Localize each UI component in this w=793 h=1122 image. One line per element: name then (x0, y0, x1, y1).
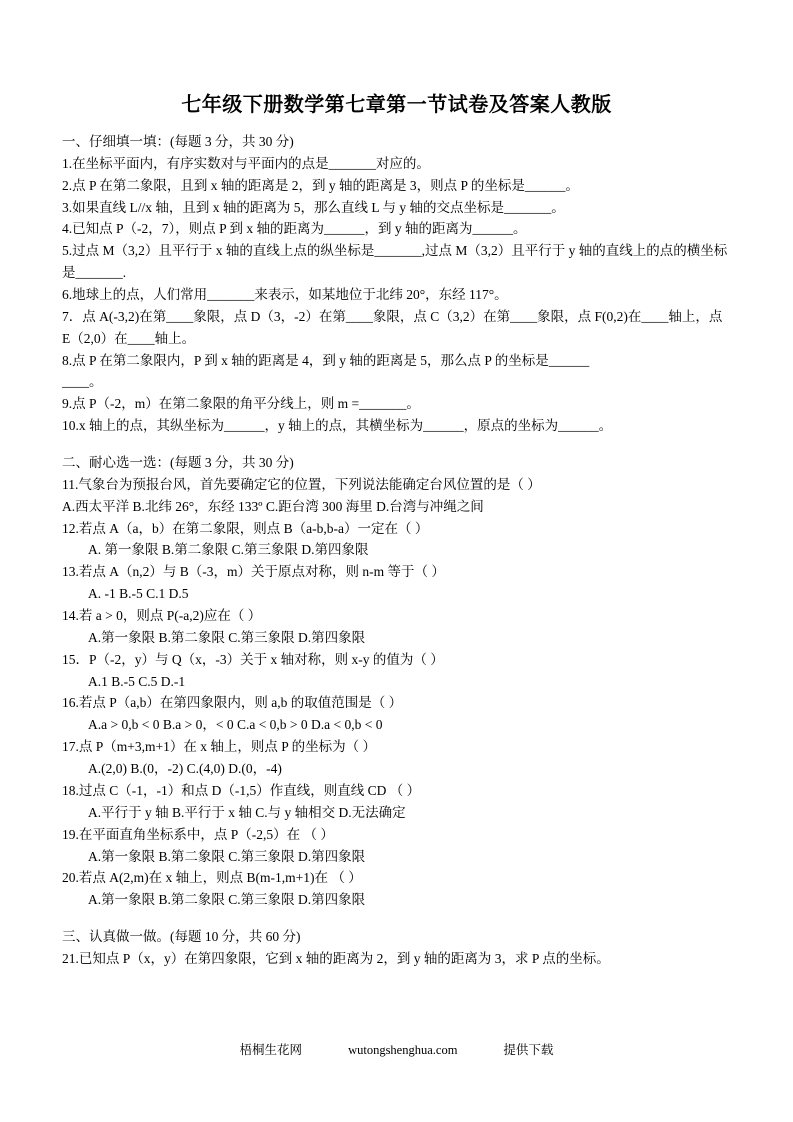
question-11-options: A.西太平洋 B.北纬 26°，东经 133º C.距台湾 300 海里 D.台湾与冲绳之间 (62, 498, 484, 514)
question-13-options: A. -1 B.-5 C.1 D.5 (88, 586, 189, 602)
question-13-stem: 13.若点 A（n,2）与 B（-3，m）关于原点对称，则 n-m 等于（ ） (62, 564, 445, 580)
question-18-options: A.平行于 y 轴 B.平行于 x 轴 C.与 y 轴相交 D.无法确定 (88, 804, 406, 820)
fill-in-item-6: 6.地球上的点，人们常用_______来表示，如某地位于北纬 20°，东经 117°。 (62, 287, 508, 303)
question-15-options: A.1 B.-5 C.5 D.-1 (88, 673, 186, 689)
fill-in-item-8: 8.点 P 在第二象限内，P 到 x 轴的距离是 4，到 y 轴的距离是 5，那么点 P 的坐标是______ (62, 352, 590, 368)
fill-in-item-1: 1.在坐标平面内，有序实数对与平面内的点是_______对应的。 (62, 155, 430, 171)
question-17-options: A.(2,0) B.(0，-2) C.(4,0) D.(0，-4) (88, 761, 282, 777)
fill-in-item-3: 3.如果直线 L//x 轴，且到 x 轴的距离为 5，那么直线 L 与 y 轴的交点坐标是_______。 (62, 199, 565, 215)
fill-in-item-7: 7．点 A(-3,2)在第____象限，点 D（3，-2）在第____象限，点 C（3,2）在第____象限，点 F(0,2)在____轴上，点 E（2,0）在____轴上。 (62, 308, 723, 346)
page-footer (0, 1040, 793, 1058)
question-19-options: A.第一象限 B.第二象限 C.第三象限 D.第四象限 (88, 848, 366, 864)
fill-in-item-9: 9.点 P（-2，m）在第二象限的角平分线上，则 m =_______。 (62, 396, 420, 412)
question-20-stem: 20.若点 A(2,m)在 x 轴上，则点 B(m-1,m+1)在 （ ） (62, 870, 362, 886)
footer-download-label[interactable]: 提供下载 (503, 1043, 554, 1057)
question-14-options: A.第一象限 B.第二象限 C.第三象限 D.第四象限 (88, 629, 366, 645)
question-20-options: A.第一象限 B.第二象限 C.第三象限 D.第四象限 (88, 892, 366, 908)
section-heading-fill-in: 一、仔细填一填：(每题 3 分，共 30 分) (62, 134, 294, 149)
question-16-options: A.a > 0,b < 0 B.a > 0，< 0 C.a < 0,b > 0 D.a < 0,b < 0 (88, 717, 383, 733)
question-18-stem: 18.过点 C（-1，-1）和点 D（-1,5）作直线，则直线 CD （ ） (62, 782, 421, 798)
footer-site-url[interactable]: wutongshenghua.com (348, 1043, 458, 1057)
section-heading-multiple-choice: 二、耐心选一选：(每题 3 分，共 30 分) (62, 455, 294, 471)
section-spacer-1 (62, 437, 731, 452)
section-heading-solve: 三、认真做一做。(每题 10 分，共 60 分) (62, 929, 301, 945)
fill-in-item-8-cont: ____。 (62, 374, 103, 390)
question-12-stem: 12.若点 A（a，b）在第二象限，则点 B（a-b,b-a）一定在（ ） (62, 520, 429, 536)
question-17-stem: 17.点 P（m+3,m+1）在 x 轴上，则点 P 的坐标为（ ） (62, 739, 376, 755)
page-title: 七年级下册数学第七章第一节试卷及答案人教版 (181, 94, 612, 116)
fill-in-item-5: 5.过点 M（3,2）且平行于 x 轴的直线上点的纵坐标是_______,过点 M（3,2）且平行于 y 轴的直线上的点的横坐标是_______. (62, 243, 728, 281)
solve-item-21: 21.已知点 P（x，y）在第四象限，它到 x 轴的距离为 2，到 y 轴的距离为 3，求 P 点的坐标。 (62, 950, 610, 966)
question-11-stem: 11.气象台为预报台风，首先要确定它的位置，下列说法能确定台风位置的是（ ） (62, 476, 541, 492)
question-14-stem: 14.若 a > 0，则点 P(-a,2)应在（ ） (62, 608, 262, 624)
fill-in-item-10: 10.x 轴上的点，其纵坐标为______，y 轴上的点，其横坐标为______，原点的坐标为______。 (62, 418, 613, 434)
fill-in-item-4: 4.已知点 P（-2，7），则点 P 到 x 轴的距离为______，到 y 轴的距离为______。 (62, 221, 527, 237)
question-12-options: A. 第一象限 B.第二象限 C.第三象限 D.第四象限 (88, 542, 369, 558)
question-19-stem: 19.在平面直角坐标系中，点 P（-2,5）在 （ ） (62, 826, 334, 842)
section-spacer-2 (62, 911, 731, 926)
footer-site-name: 梧桐生花网 (239, 1043, 303, 1057)
question-16-stem: 16.若点 P（a,b）在第四象限内，则 a,b 的取值范围是（ ） (62, 695, 403, 711)
question-15-stem: 15．P（-2，y）与 Q（x，-3）关于 x 轴对称，则 x-y 的值为（ ） (62, 651, 444, 667)
fill-in-item-2: 2.点 P 在第二象限，且到 x 轴的距离是 2，到 y 轴的距离是 3，则点 P 的坐标是______。 (62, 177, 579, 193)
